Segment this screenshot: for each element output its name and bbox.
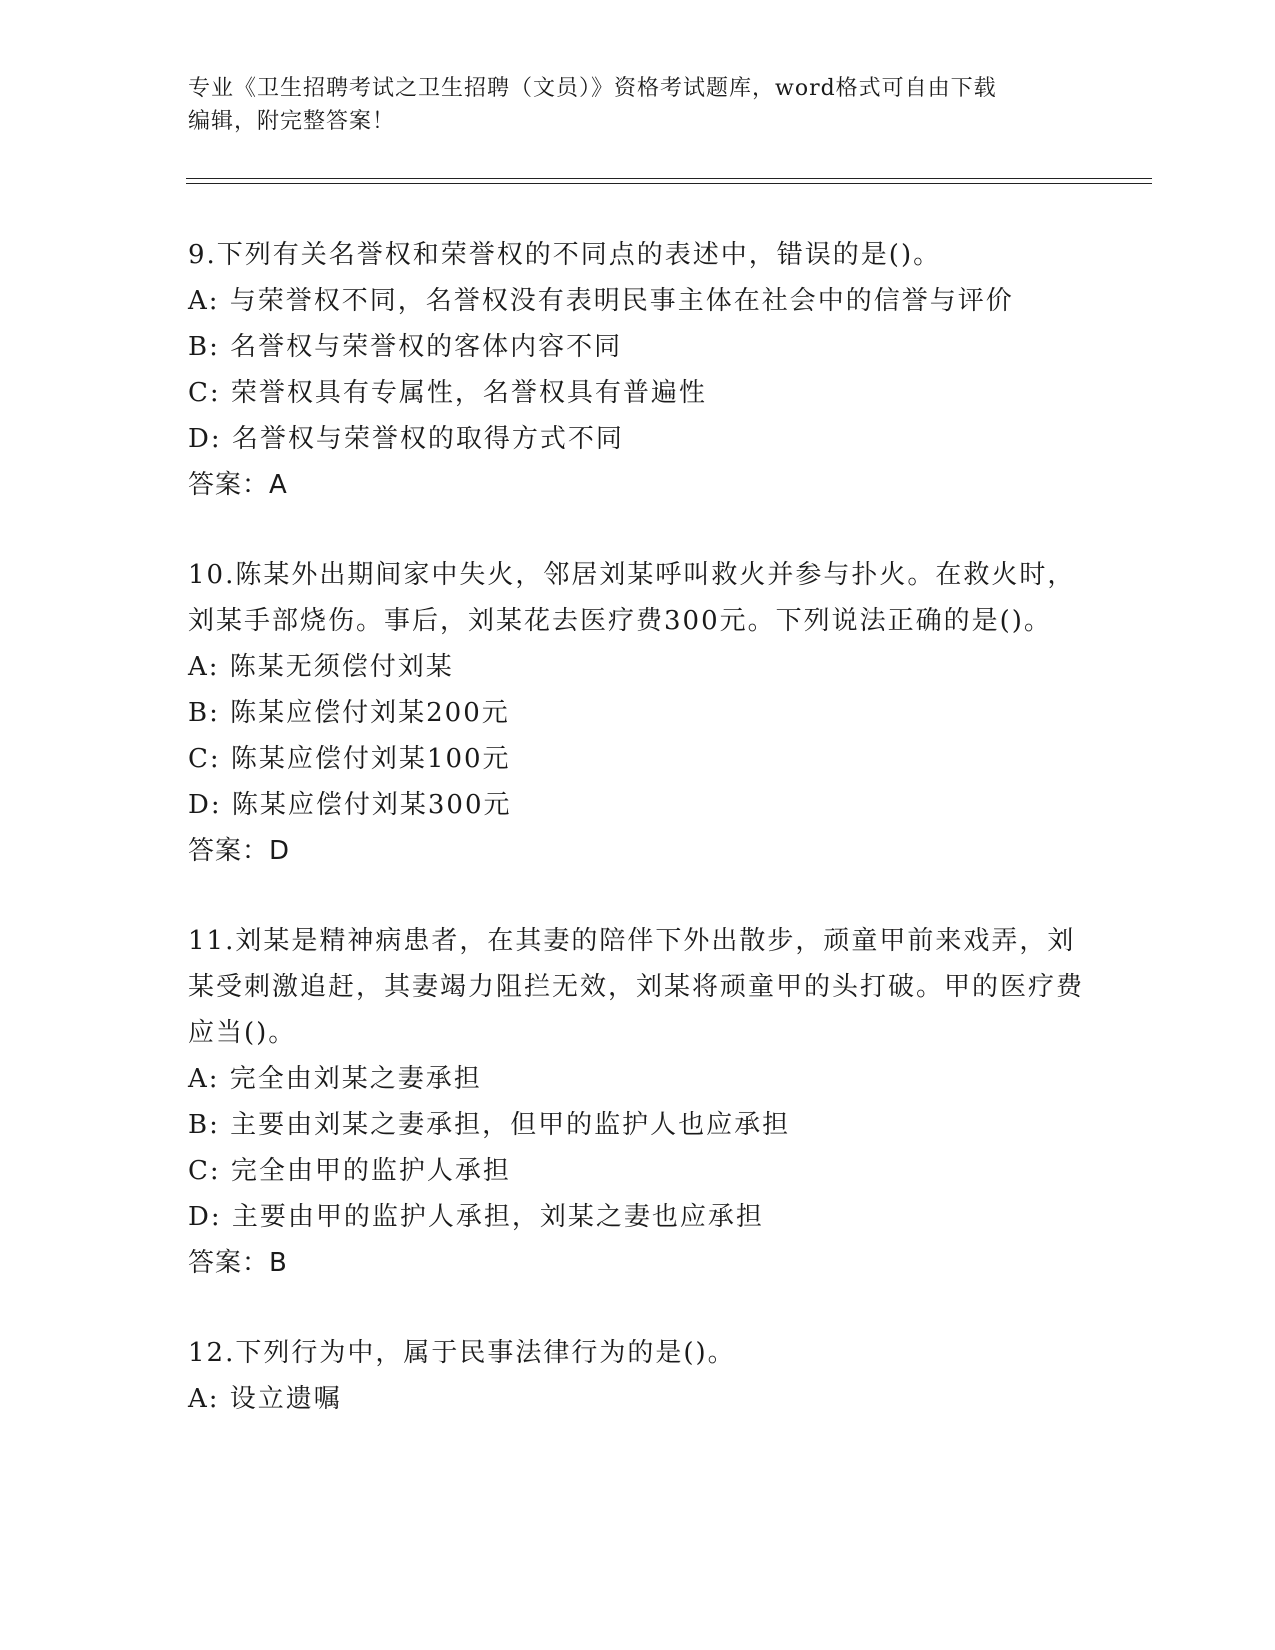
- option-c: C: 陈某应偿付刘某100元: [188, 744, 511, 774]
- option-d: D: 名誉权与荣誉权的取得方式不同: [188, 424, 624, 454]
- header-divider-top: [186, 178, 1152, 179]
- question-text: 9.下列有关名誉权和荣誉权的不同点的表述中，错误的是()。: [188, 240, 942, 270]
- option-a: A: 与荣誉权不同，名誉权没有表明民事主体在社会中的信誉与评价: [188, 286, 1014, 316]
- question-list: [188, 232, 1088, 1466]
- document-header: [188, 72, 1068, 138]
- answer-line: 答案：D: [188, 836, 291, 866]
- header-line-2: 编辑，附完整答案！: [188, 109, 396, 134]
- answer-line: 答案：B: [188, 1248, 288, 1278]
- question-item: [188, 552, 1088, 874]
- question-text: 11.刘某是精神病患者，在其妻的陪伴下外出散步，顽童甲前来戏弄，刘某受刺激追赶，其妻竭力阻拦无效，刘某将顽童甲的头打破。甲的医疗费应当()。: [188, 926, 1085, 1048]
- option-c: C: 完全由甲的监护人承担: [188, 1156, 511, 1186]
- option-c: C: 荣誉权具有专属性，名誉权具有普遍性: [188, 378, 707, 408]
- question-item: [188, 1330, 1088, 1422]
- option-a: A: 陈某无须偿付刘某: [188, 652, 454, 682]
- option-d: D: 陈某应偿付刘某300元: [188, 790, 512, 820]
- question-item: [188, 918, 1088, 1286]
- option-d: D: 主要由甲的监护人承担，刘某之妻也应承担: [188, 1202, 764, 1232]
- option-b: B: 主要由刘某之妻承担，但甲的监护人也应承担: [188, 1110, 791, 1140]
- question-text: 10.陈某外出期间家中失火，邻居刘某呼叫救火并参与扑火。在救火时，刘某手部烧伤。事后，刘某花去医疗费300元。下列说法正确的是()。: [188, 560, 1076, 636]
- answer-line: 答案：A: [188, 470, 288, 500]
- option-b: B: 陈某应偿付刘某200元: [188, 698, 510, 728]
- option-a: A: 完全由刘某之妻承担: [188, 1064, 482, 1094]
- header-line-1: 专业《卫生招聘考试之卫生招聘（文员）》资格考试题库，word格式可自由下载: [188, 76, 997, 101]
- question-item: [188, 232, 1088, 508]
- option-b: B: 名誉权与荣誉权的客体内容不同: [188, 332, 623, 362]
- header-divider-bottom: [186, 183, 1152, 184]
- option-a: A: 设立遗嘱: [188, 1384, 342, 1414]
- question-text: 12.下列行为中，属于民事法律行为的是()。: [188, 1338, 736, 1368]
